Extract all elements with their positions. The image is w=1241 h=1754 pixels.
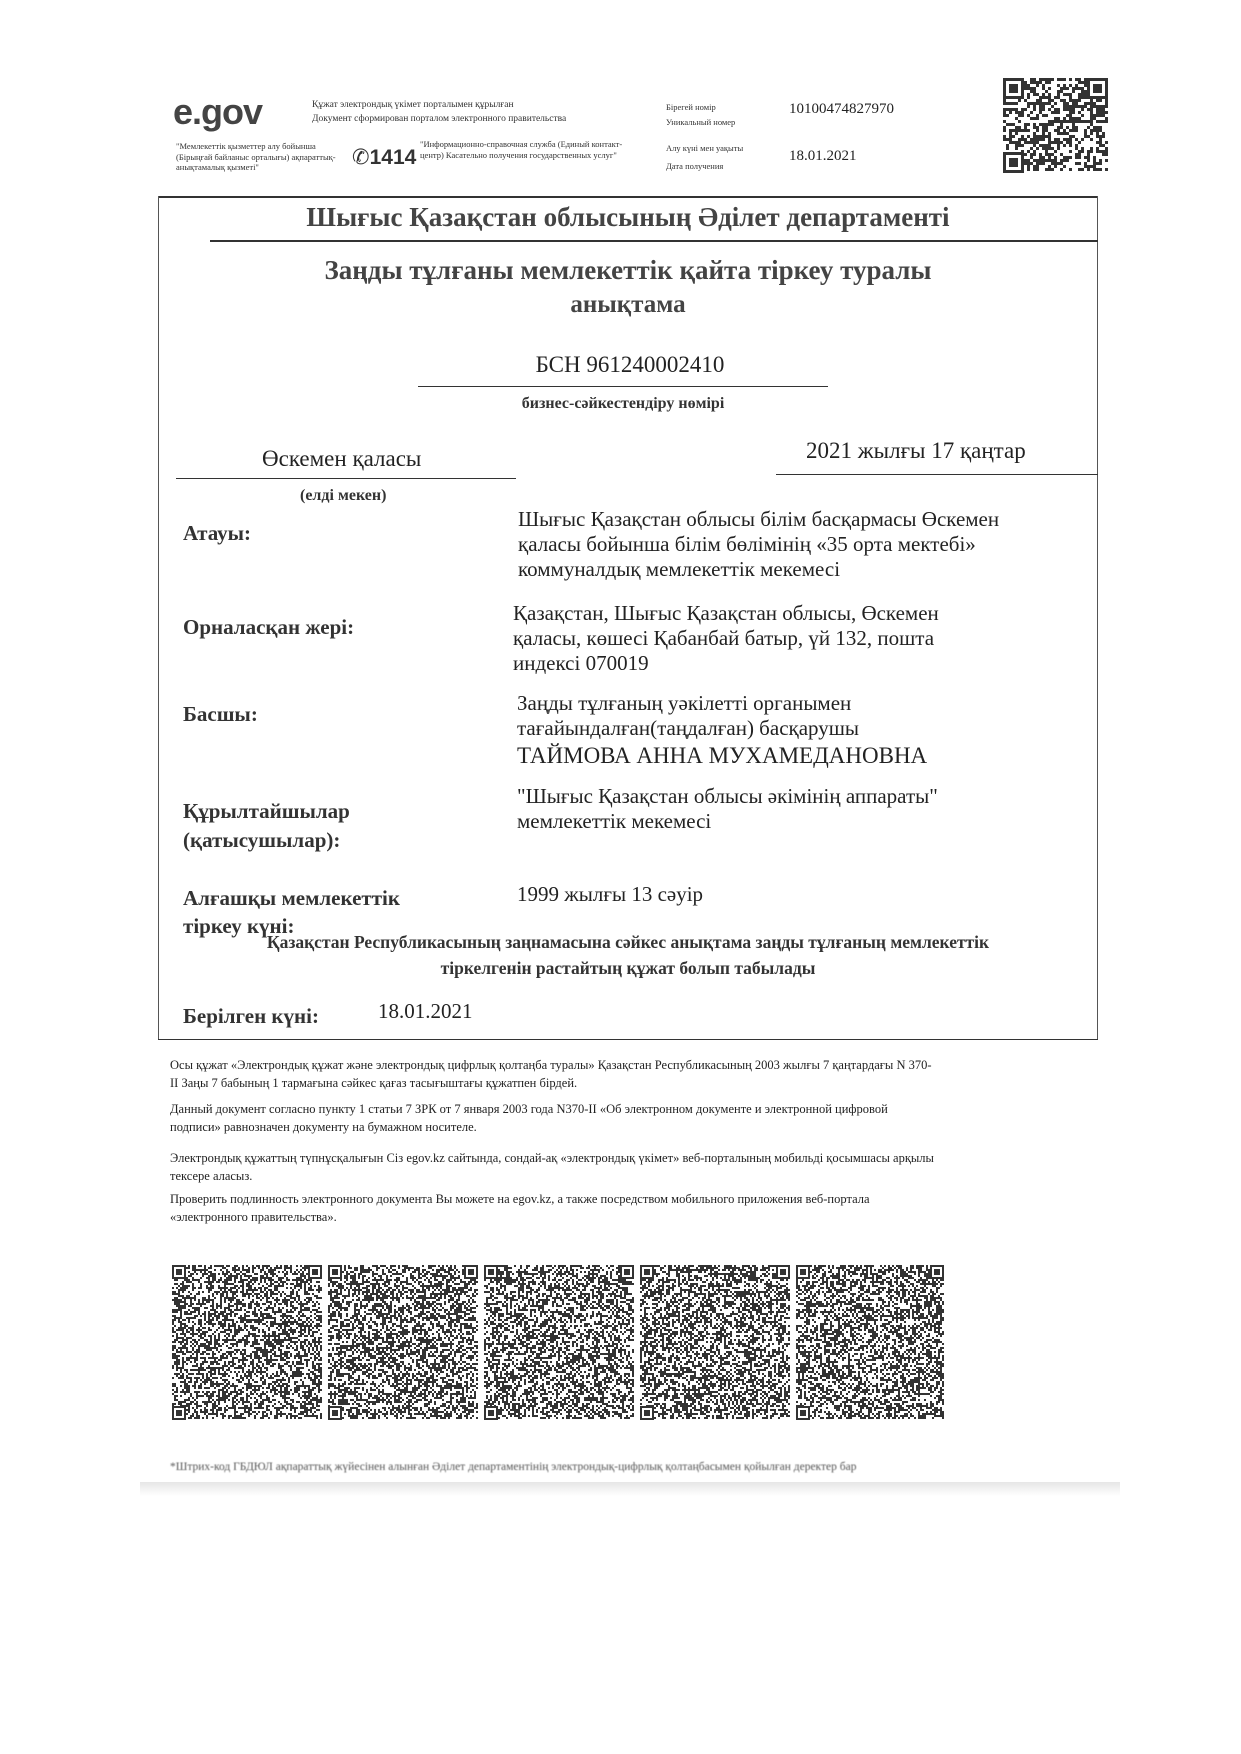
head-value-1: Заңды тұлғаның уәкілетті органымен [517,691,852,715]
location-value-1: Қазақстан, Шығыс Қазақстан облысы, Өскемен [513,601,939,625]
bin-value: 961240002410 [586,352,725,377]
header-underline [158,196,1098,198]
verify-kz-line-1: Электрондық құжаттың түпнұсқалығын Сіз egov.kz сайтында, сондай-ақ «электрондық үкімет» веб-порталының мобильді қосымшасы арқылы [170,1151,934,1165]
qr-code-block-2 [328,1265,478,1420]
footer-kz-line-2: II Заңы 7 бабының 1 тармағына сәйкес қағаз тасығыштағы құжатпен бірдей. [170,1076,578,1090]
first-reg-label-2: тіркеу күні: [183,914,295,938]
city: Өскемен қаласы [262,446,422,471]
unique-number-label-kz: Бірегей номір [666,102,716,112]
bin-underline [418,386,828,387]
city-caption: (елді мекен) [300,487,387,504]
head-value-3: ТАЙМОВА АННА МУХАМЕДАНОВНА [517,743,928,768]
location-value-3: индексі 070019 [513,651,649,675]
portal-ru: Документ сформирован порталом электронного правительства [312,114,567,124]
receipt-date-label-ru: Дата получения [666,161,724,171]
name-label: Атауы: [183,521,252,545]
founders-label-1: Құрылтайшылар [183,799,350,823]
name-value-3: коммуналдық мемлекеттік мекемесі [518,557,841,581]
document-date: 2021 жылғы 17 қаңтар [806,438,1026,463]
qr-code-block-3 [484,1265,634,1420]
unique-number-label-ru: Уникальный номер [666,117,736,127]
phone-number: 1414 [369,146,417,169]
bin-caption: бизнес-сәйкестендіру нөмірі [521,395,725,412]
phone-group [352,146,416,170]
callcenter-kz: "Мемлекеттік қызметтер алу бойынша (Бірыңғай байланыс орталығы) ақпараттық-анықтамалық қызметі" [176,141,336,172]
qr-code-top [1003,78,1108,173]
phone-icon: ✆ [352,146,370,169]
unique-number: 10100474827970 [789,101,894,117]
certificate-title-2: анықтама [570,291,686,318]
bottom-scan-shadow [140,1482,1120,1496]
verify-ru-line-2: «электронного правительства». [170,1210,337,1224]
egov-logo: e.gov [173,91,263,132]
founders-value-2: мемлекеттік мекемесі [517,809,712,833]
department-title: Шығыс Қазақстан облысының Әділет департаменті [306,202,950,232]
location-label: Орналасқан жері: [183,615,355,639]
frame-right [1097,196,1098,1039]
qr-code-block-4 [640,1265,790,1420]
footer-ru-line-1: Данный документ согласно пункту 1 статьи 7 ЗРК от 7 января 2003 года N370-II «Об электронном документе и электронной цифровой [170,1102,888,1116]
head-label: Басшы: [183,702,258,726]
first-reg-value: 1999 жылғы 13 сәуір [517,882,704,906]
receipt-date: 18.01.2021 [789,148,857,164]
bin-row [420,350,840,380]
bin-label: БСН [535,352,581,377]
verify-ru-line-1: Проверить подлинность электронного документа Вы можете на egov.kz, а также посредством мобильного приложения веб-портала [170,1192,870,1206]
founders-label-2: (қатысушылар): [183,828,341,852]
verify-kz-line-2: тексере аласыз. [170,1169,253,1183]
name-value-1: Шығыс Қазақстан облысы білім басқармасы Өскемен [518,507,1000,531]
footer-kz-line-1: Осы құжат «Электрондық құжат және электрондық цифрлық қолтаңба туралы» Қазақстан Республикасының 2003 жылғы 7 қаңтардағы N 370- [170,1058,932,1072]
location-value-2: қаласы, көшесі Қабанбай батыр, үй 132, пошта [513,626,935,650]
frame-left [158,196,159,1039]
statement-line-1: Қазақстан Республикасының заңнамасына сәйкес анықтама заңды тұлғаның мемлекеттік [266,932,990,952]
issued-value: 18.01.2021 [378,999,473,1023]
head-value-2: тағайындалған(таңдалған) басқарушы [517,716,860,740]
qr-code-block-5 [796,1265,944,1420]
city-underline [176,478,516,479]
callcenter-ru: "Информационно-справочная служба (Единый контакт-центр) Касательно получения государственных услуг" [420,139,623,160]
founders-value-1: "Шығыс Қазақстан облысы әкімінің аппараты" [517,784,938,808]
date-underline [776,474,1098,475]
frame-bottom [158,1039,1098,1040]
receipt-date-label-kz: Алу күні мен уақыты [666,143,744,153]
issued-label: Берілген күні: [183,1004,319,1028]
first-reg-label-1: Алғашқы мемлекеттік [183,886,400,910]
qr-code-block-1 [172,1265,322,1420]
department-underline [210,240,1098,242]
name-value-2: қаласы бойынша білім бөлімінің «35 орта мектебі» [518,532,976,556]
footer-ru-line-2: подписи» равнозначен документу на бумажном носителе. [170,1120,477,1134]
certificate-title-1: Заңды тұлғаны мемлекеттік қайта тіркеу туралы [324,255,932,285]
statement-line-2: тіркелгенін растайтың құжат болып табылады [440,958,816,978]
portal-kz: Құжат электрондық үкімет порталымен құрылған [312,100,514,110]
barcode-note: *Штрих-код ГБДЮЛ ақпараттық жүйесінен алынған Әділет департаментінің электрондық-цифрлық қолтаңбасымен қойылған деректер бар [170,1461,857,1473]
